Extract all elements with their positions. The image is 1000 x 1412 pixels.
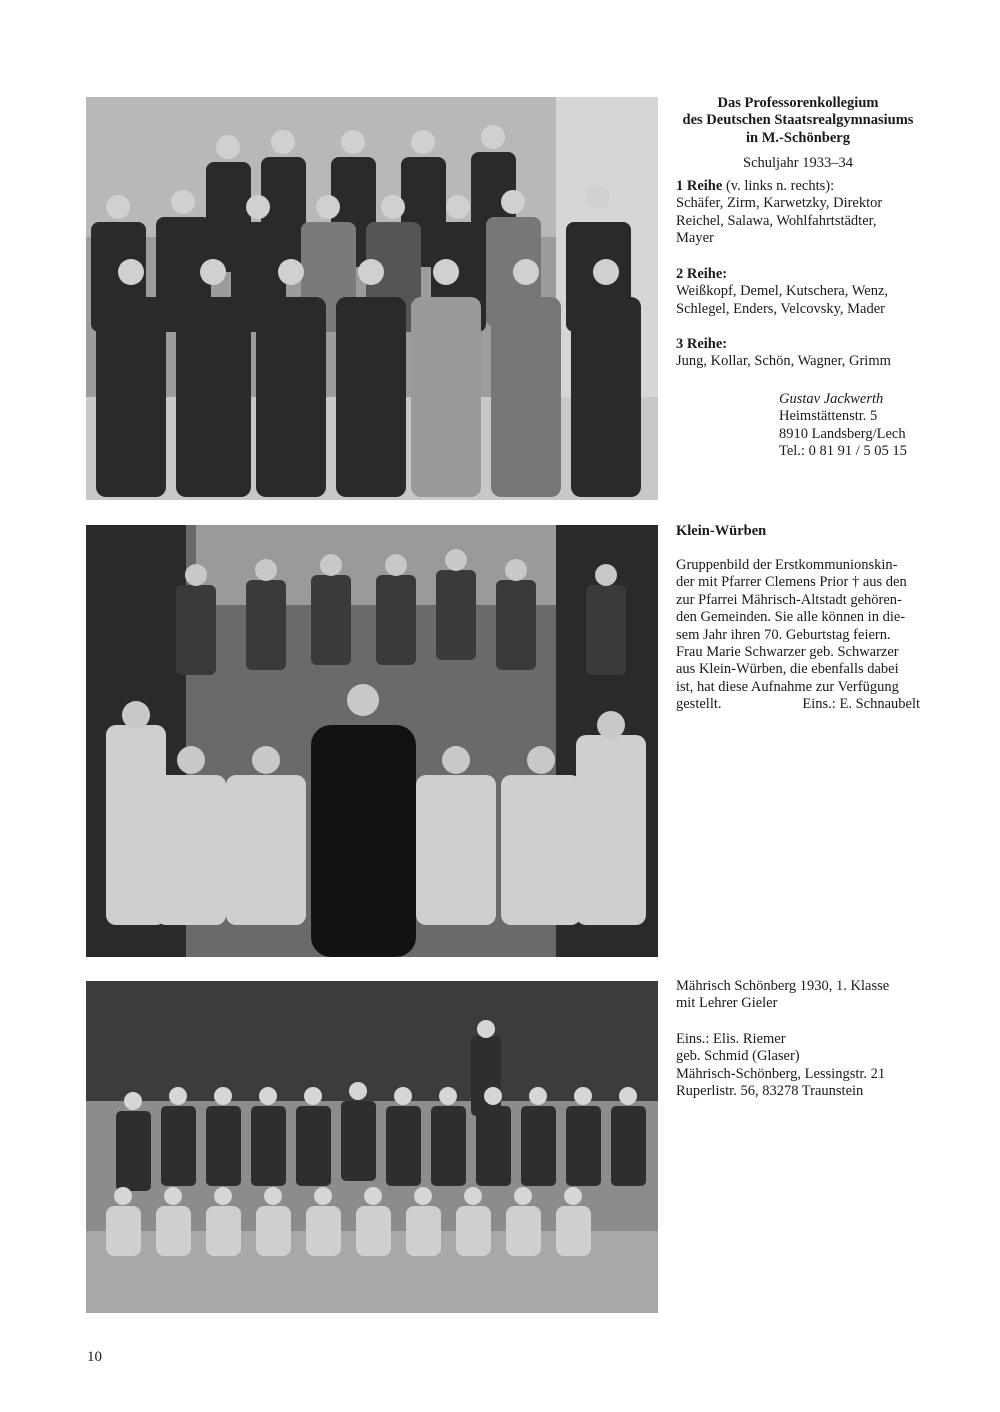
- caption1-row2: [676, 266, 920, 318]
- row3-label: 3 Reihe:: [676, 336, 728, 352]
- caption2-line: Frau Marie Schwarzer geb. Schwarzer: [676, 644, 899, 661]
- caption2-line: aus Klein-Würben, die ebenfalls dabei: [676, 661, 899, 678]
- address-street: Heimstättenstr. 5: [779, 408, 878, 425]
- caption3-sub-line: Ruperlistr. 56, 83278 Traunstein: [676, 1083, 864, 1100]
- caption2-line: der mit Pfarrer Clemens Prior † aus den: [676, 574, 907, 591]
- caption1-school-year: Schuljahr 1933–34: [743, 155, 853, 171]
- caption2-title-text: Klein-Würben: [676, 523, 767, 539]
- row2-label: 2 Reihe:: [676, 266, 728, 282]
- caption2-line: sem Jahr ihren 70. Geburtstag feiern.: [676, 626, 891, 643]
- address-name: Gustav Jackwerth: [779, 391, 884, 407]
- caption3-body: [676, 978, 920, 1013]
- caption2-last-left: gestellt.: [676, 696, 722, 713]
- caption3-contributor: [676, 1031, 920, 1101]
- caption1-row1: [676, 178, 920, 248]
- row2-line: Schlegel, Enders, Velcovsky, Mader: [676, 300, 885, 317]
- caption2-line: Gruppenbild der Erstkommunionskin-: [676, 557, 898, 573]
- caption2-title: [676, 523, 920, 540]
- caption2-body: [676, 557, 920, 714]
- caption3-line: mit Lehrer Gieler: [676, 995, 778, 1012]
- page-number: 10: [87, 1349, 102, 1365]
- caption2-line: den Gemeinden. Sie alle können in die-: [676, 609, 906, 626]
- caption3-sub-line: Mährisch-Schönberg, Lessingstr. 21: [676, 1065, 886, 1082]
- caption1-title-line: des Deutschen Staatsrealgymnasiums: [682, 112, 914, 129]
- row1-line: Mayer: [676, 230, 714, 247]
- row2-line: Weißkopf, Demel, Kutschera, Wenz,: [676, 283, 889, 300]
- caption1-title-line: Das Professorenkollegium: [717, 95, 879, 111]
- caption1-row3: [676, 336, 920, 371]
- caption3-sub-line: Eins.: Elis. Riemer: [676, 1031, 786, 1047]
- caption2-line: zur Pfarrei Mährisch-Altstadt gehören-: [676, 591, 902, 608]
- address-city: 8910 Landsberg/Lech: [779, 425, 906, 442]
- row1-line: Reichel, Salawa, Wohlfahrtstädter,: [676, 212, 877, 229]
- first-communion-group-photo: [86, 525, 658, 957]
- address-phone: Tel.: 0 81 91 / 5 05 15: [779, 443, 907, 460]
- caption2-line: ist, hat diese Aufnahme zur Verfügung: [676, 678, 899, 695]
- row1-line: Schäfer, Zirm, Karwetzky, Direktor: [676, 195, 883, 212]
- caption3-sub-line: geb. Schmid (Glaser): [676, 1048, 800, 1065]
- row1-note: (v. links n. rechts):: [722, 178, 835, 194]
- row1-label: 1 Reihe: [676, 178, 723, 194]
- caption2-contributor: Eins.: E. Schnaubelt: [802, 696, 920, 713]
- row3-line: Jung, Kollar, Schön, Wagner, Grimm: [676, 353, 891, 370]
- caption3-line: Mährisch Schönberg 1930, 1. Klasse: [676, 978, 890, 994]
- class-1930-group-photo: [86, 981, 658, 1313]
- teachers-group-photo: [86, 97, 658, 500]
- caption1-address: [779, 391, 939, 461]
- caption1-title-line: in M.-Schönberg: [746, 129, 850, 146]
- caption1-title: [676, 95, 920, 147]
